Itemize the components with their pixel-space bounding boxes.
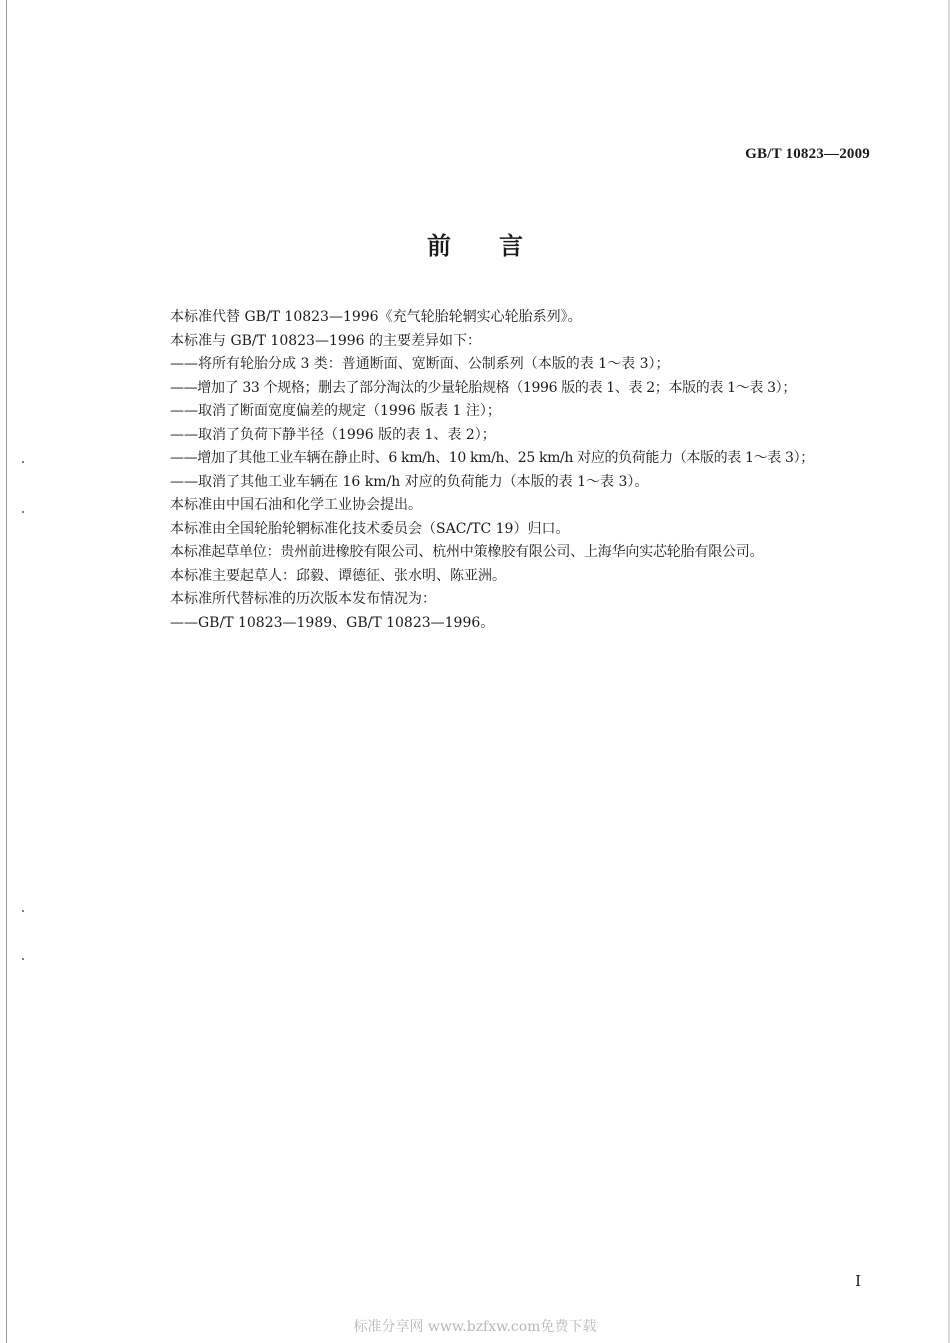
list-item: ——增加了 33 个规格；删去了部分淘汰的少量轮胎规格（1996 版的表 1、表 2；本版的表 1～表 3）； [170,379,796,396]
scan-speck [22,511,24,513]
foreword-body [170,306,880,635]
standard-number: GB/T 10823—2009 [745,146,870,162]
scan-speck [22,910,24,912]
watermark: 标准分享网 www.bzfxw.com免费下载 [353,1319,597,1335]
paragraph-drafting-units: 本标准起草单位：贵州前进橡胶有限公司、杭州中策橡胶有限公司、上海华向实芯轮胎有限公司。 [170,544,764,560]
scan-speck [22,461,24,463]
scan-speck [22,958,24,960]
page-left-edge [6,0,7,1343]
list-item: ——增加了其他工业车辆在静止时、6 km/h、10 km/h、25 km/h 对应的负荷能力（本版的表 1～表 3）； [170,450,814,466]
paragraph-differences-intro: 本标准与 GB/T 10823—1996 的主要差异如下： [170,332,482,349]
page-title: 前言 [427,232,571,260]
list-item: ——GB/T 10823—1989、GB/T 10823—1996。 [170,614,495,631]
paragraph-replaces: 本标准代替 GB/T 10823—1996《充气轮胎轮辋实心轮胎系列》。 [170,309,582,325]
list-item: ——取消了其他工业车辆在 16 km/h 对应的负荷能力（本版的表 1～表 3）。 [170,473,649,490]
page-number: I [855,1272,861,1290]
list-item: ——取消了负荷下静半径（1996 版的表 1、表 2）； [170,426,496,443]
paragraph-drafters: 本标准主要起草人：邱毅、谭德征、张水明、陈亚洲。 [170,567,506,584]
paragraph-committee: 本标准由全国轮胎轮辋标准化技术委员会（SAC/TC 19）归口。 [170,520,570,537]
list-item: ——将所有轮胎分成 3 类：普通断面、宽断面、公制系列（本版的表 1～表 3）； [170,356,670,372]
list-item: ——取消了断面宽度偏差的规定（1996 版表 1 注）； [170,403,501,419]
paragraph-proposer: 本标准由中国石油和化学工业协会提出。 [170,497,422,513]
paragraph-history-intro: 本标准所代替标准的历次版本发布情况为： [170,591,436,607]
